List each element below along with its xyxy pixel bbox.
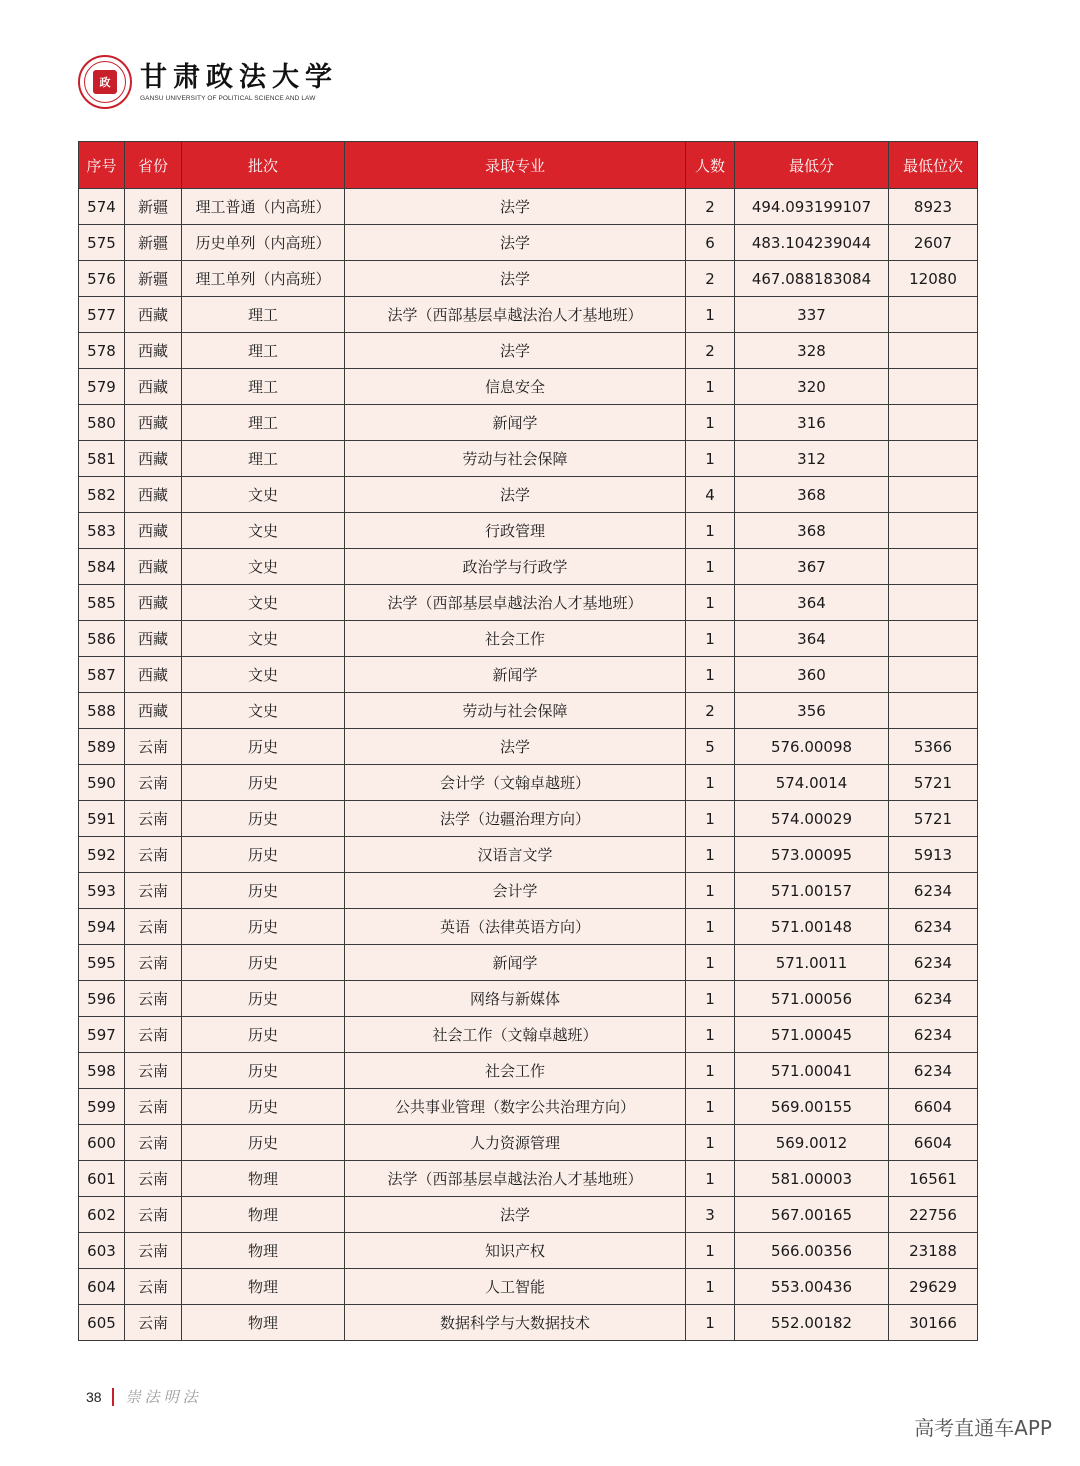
table-cell: 583	[79, 513, 125, 549]
table-cell: 社会工作（文翰卓越班）	[345, 1017, 686, 1053]
table-cell: 历史	[182, 801, 345, 837]
table-cell: 316	[735, 405, 889, 441]
table-cell: 6	[686, 225, 735, 261]
table-cell: 文史	[182, 657, 345, 693]
table-cell: 6234	[889, 1053, 978, 1089]
table-cell: 物理	[182, 1161, 345, 1197]
table-cell: 新疆	[125, 261, 182, 297]
table-cell: 理工	[182, 369, 345, 405]
table-cell: 云南	[125, 1269, 182, 1305]
table-cell: 网络与新媒体	[345, 981, 686, 1017]
table-cell: 西藏	[125, 297, 182, 333]
table-cell: 1	[686, 1233, 735, 1269]
table-cell: 云南	[125, 1089, 182, 1125]
table-cell: 1	[686, 1017, 735, 1053]
table-cell: 328	[735, 333, 889, 369]
table-cell: 368	[735, 477, 889, 513]
column-header: 省份	[125, 142, 182, 189]
table-cell: 法学	[345, 189, 686, 225]
page-number: 38	[86, 1388, 102, 1405]
table-cell: 23188	[889, 1233, 978, 1269]
table-cell: 582	[79, 477, 125, 513]
table-cell: 6234	[889, 945, 978, 981]
table-cell: 法学（边疆治理方向）	[345, 801, 686, 837]
table-cell	[889, 585, 978, 621]
table-cell: 信息安全	[345, 369, 686, 405]
table-cell: 1	[686, 801, 735, 837]
table-cell: 云南	[125, 1053, 182, 1089]
table-cell: 历史单列（内高班）	[182, 225, 345, 261]
table-cell: 西藏	[125, 369, 182, 405]
table-cell: 573.00095	[735, 837, 889, 873]
table-cell: 599	[79, 1089, 125, 1125]
table-cell: 6234	[889, 873, 978, 909]
table-row	[79, 621, 978, 657]
table-cell: 368	[735, 513, 889, 549]
table-cell	[889, 297, 978, 333]
table-cell	[889, 405, 978, 441]
table-cell: 物理	[182, 1269, 345, 1305]
table-cell: 法学	[345, 225, 686, 261]
table-cell: 文史	[182, 693, 345, 729]
table-cell: 法学（西部基层卓越法治人才基地班）	[345, 1161, 686, 1197]
table-cell: 历史	[182, 765, 345, 801]
column-header: 序号	[79, 142, 125, 189]
table-cell: 6604	[889, 1089, 978, 1125]
table-row	[79, 981, 978, 1017]
table-cell: 1	[686, 549, 735, 585]
table-cell: 1	[686, 1161, 735, 1197]
table-cell: 585	[79, 585, 125, 621]
table-cell	[889, 333, 978, 369]
table-row	[79, 729, 978, 765]
table-cell: 劳动与社会保障	[345, 693, 686, 729]
table-cell: 1	[686, 1305, 735, 1341]
table-row	[79, 297, 978, 333]
table-cell: 581.00003	[735, 1161, 889, 1197]
table-cell: 567.00165	[735, 1197, 889, 1233]
table-row	[79, 1089, 978, 1125]
table-row	[79, 873, 978, 909]
table-cell: 公共事业管理（数字公共治理方向）	[345, 1089, 686, 1125]
table-cell: 16561	[889, 1161, 978, 1197]
table-cell: 2	[686, 693, 735, 729]
table-cell: 337	[735, 297, 889, 333]
table-cell: 604	[79, 1269, 125, 1305]
table-cell	[889, 657, 978, 693]
table-cell: 云南	[125, 729, 182, 765]
table-cell: 312	[735, 441, 889, 477]
footer-motto: 崇法明法	[125, 1388, 202, 1406]
table-cell: 12080	[889, 261, 978, 297]
university-name-en: GANSU UNIVERSITY OF POLITICAL SCIENCE AND LAW	[140, 94, 316, 102]
table-cell: 364	[735, 621, 889, 657]
table-cell: 历史	[182, 1089, 345, 1125]
table-cell: 汉语言文学	[345, 837, 686, 873]
table-row	[79, 909, 978, 945]
table-row	[79, 1269, 978, 1305]
table-cell: 588	[79, 693, 125, 729]
table-cell: 新闻学	[345, 405, 686, 441]
watermark: 高考直通车APP	[914, 1416, 1052, 1440]
table-cell: 5721	[889, 765, 978, 801]
table-cell: 5	[686, 729, 735, 765]
table-cell	[889, 549, 978, 585]
table-row	[79, 1017, 978, 1053]
table-cell: 云南	[125, 801, 182, 837]
table-row	[79, 837, 978, 873]
table-cell: 587	[79, 657, 125, 693]
table-cell: 历史	[182, 945, 345, 981]
table-cell: 494.093199107	[735, 189, 889, 225]
table-cell: 西藏	[125, 441, 182, 477]
table-row	[79, 1197, 978, 1233]
table-cell: 历史	[182, 1053, 345, 1089]
table-cell: 8923	[889, 189, 978, 225]
table-row	[79, 1305, 978, 1341]
table-cell: 589	[79, 729, 125, 765]
table-cell: 4	[686, 477, 735, 513]
table-cell: 法学	[345, 477, 686, 513]
table-cell: 西藏	[125, 621, 182, 657]
table-cell: 1	[686, 1125, 735, 1161]
table-cell: 新闻学	[345, 945, 686, 981]
table-row	[79, 1233, 978, 1269]
table-cell: 1	[686, 873, 735, 909]
table-cell: 580	[79, 405, 125, 441]
table-row	[79, 1053, 978, 1089]
table-cell: 467.088183084	[735, 261, 889, 297]
table-cell: 29629	[889, 1269, 978, 1305]
column-header: 批次	[182, 142, 345, 189]
table-cell: 英语（法律英语方向）	[345, 909, 686, 945]
table-row	[79, 189, 978, 225]
table-cell	[889, 441, 978, 477]
table-cell: 西藏	[125, 693, 182, 729]
table-cell: 理工	[182, 405, 345, 441]
table-cell: 云南	[125, 1233, 182, 1269]
table-cell: 574.00029	[735, 801, 889, 837]
table-cell: 1	[686, 441, 735, 477]
table-cell: 552.00182	[735, 1305, 889, 1341]
table-cell: 595	[79, 945, 125, 981]
table-cell: 1	[686, 369, 735, 405]
table-cell: 西藏	[125, 477, 182, 513]
table-cell: 会计学	[345, 873, 686, 909]
table-cell: 西藏	[125, 333, 182, 369]
table-cell: 1	[686, 297, 735, 333]
table-cell: 文史	[182, 477, 345, 513]
table-cell: 理工单列（内高班）	[182, 261, 345, 297]
table-cell: 1	[686, 405, 735, 441]
table-cell: 云南	[125, 1017, 182, 1053]
table-cell: 1	[686, 765, 735, 801]
table-header-row	[79, 142, 978, 189]
table-cell: 云南	[125, 837, 182, 873]
table-cell: 新疆	[125, 189, 182, 225]
column-header: 最低位次	[889, 142, 978, 189]
table-row	[79, 513, 978, 549]
table-cell: 历史	[182, 1017, 345, 1053]
table-row	[79, 225, 978, 261]
table-cell: 文史	[182, 549, 345, 585]
table-cell: 西藏	[125, 549, 182, 585]
table-cell: 西藏	[125, 405, 182, 441]
table-cell: 理工	[182, 297, 345, 333]
table-cell: 320	[735, 369, 889, 405]
table-cell: 569.0012	[735, 1125, 889, 1161]
table-cell: 6604	[889, 1125, 978, 1161]
table-cell: 历史	[182, 981, 345, 1017]
table-cell: 新闻学	[345, 657, 686, 693]
table-cell: 物理	[182, 1305, 345, 1341]
table-cell: 人工智能	[345, 1269, 686, 1305]
table-row	[79, 1161, 978, 1197]
column-header: 人数	[686, 142, 735, 189]
table-row	[79, 441, 978, 477]
table-cell: 法学	[345, 1197, 686, 1233]
table-cell: 571.00157	[735, 873, 889, 909]
table-row	[79, 261, 978, 297]
table-cell: 594	[79, 909, 125, 945]
table-cell: 571.00056	[735, 981, 889, 1017]
table-cell: 云南	[125, 765, 182, 801]
table-cell: 586	[79, 621, 125, 657]
table-cell: 1	[686, 657, 735, 693]
page-footer	[86, 1386, 202, 1407]
table-row	[79, 1125, 978, 1161]
table-cell: 593	[79, 873, 125, 909]
table-cell: 590	[79, 765, 125, 801]
table-cell: 575	[79, 225, 125, 261]
table-cell: 法学	[345, 261, 686, 297]
table-cell: 数据科学与大数据技术	[345, 1305, 686, 1341]
table-cell: 1	[686, 1053, 735, 1089]
table-row	[79, 693, 978, 729]
table-cell	[889, 477, 978, 513]
table-cell: 592	[79, 837, 125, 873]
table-cell: 西藏	[125, 585, 182, 621]
table-cell: 政治学与行政学	[345, 549, 686, 585]
table-cell: 5366	[889, 729, 978, 765]
table-row	[79, 945, 978, 981]
table-row	[79, 765, 978, 801]
table-cell: 574.0014	[735, 765, 889, 801]
page-header	[78, 54, 338, 110]
seal-center: 政	[93, 70, 117, 94]
table-cell: 云南	[125, 981, 182, 1017]
table-cell: 云南	[125, 945, 182, 981]
table-cell: 576.00098	[735, 729, 889, 765]
table-row	[79, 477, 978, 513]
admission-table	[78, 141, 978, 1341]
table-cell: 理工	[182, 441, 345, 477]
table-row	[79, 657, 978, 693]
table-cell: 574	[79, 189, 125, 225]
table-cell: 576	[79, 261, 125, 297]
table-cell: 596	[79, 981, 125, 1017]
table-cell: 云南	[125, 873, 182, 909]
table-cell: 法学	[345, 729, 686, 765]
table-cell: 6234	[889, 909, 978, 945]
table-cell: 579	[79, 369, 125, 405]
table-cell: 5721	[889, 801, 978, 837]
table-cell: 法学	[345, 333, 686, 369]
table-row	[79, 801, 978, 837]
university-seal-logo	[78, 55, 132, 109]
table-cell: 文史	[182, 513, 345, 549]
table-cell: 1	[686, 837, 735, 873]
table-cell: 3	[686, 1197, 735, 1233]
table-cell: 597	[79, 1017, 125, 1053]
table-cell: 历史	[182, 1125, 345, 1161]
table-cell: 会计学（文翰卓越班）	[345, 765, 686, 801]
table-cell: 1	[686, 909, 735, 945]
table-cell: 598	[79, 1053, 125, 1089]
table-row	[79, 585, 978, 621]
table-cell: 1	[686, 513, 735, 549]
table-cell: 2607	[889, 225, 978, 261]
table-cell: 1	[686, 1269, 735, 1305]
table-row	[79, 405, 978, 441]
table-cell	[889, 369, 978, 405]
table-cell: 584	[79, 549, 125, 585]
table-cell: 劳动与社会保障	[345, 441, 686, 477]
university-brand	[140, 63, 338, 102]
table-cell: 历史	[182, 729, 345, 765]
table-cell: 西藏	[125, 657, 182, 693]
table-cell: 云南	[125, 1197, 182, 1233]
table-cell: 483.104239044	[735, 225, 889, 261]
table-cell: 知识产权	[345, 1233, 686, 1269]
table-cell: 571.00148	[735, 909, 889, 945]
table-cell: 理工	[182, 333, 345, 369]
table-cell: 法学（西部基层卓越法治人才基地班）	[345, 585, 686, 621]
table-cell: 云南	[125, 1161, 182, 1197]
table-cell: 社会工作	[345, 1053, 686, 1089]
table-cell: 法学（西部基层卓越法治人才基地班）	[345, 297, 686, 333]
table-cell: 603	[79, 1233, 125, 1269]
table-cell: 577	[79, 297, 125, 333]
table-cell: 云南	[125, 909, 182, 945]
table-cell: 566.00356	[735, 1233, 889, 1269]
table-cell: 1	[686, 585, 735, 621]
table-cell: 30166	[889, 1305, 978, 1341]
table-cell: 569.00155	[735, 1089, 889, 1125]
table-cell: 356	[735, 693, 889, 729]
table-cell: 人力资源管理	[345, 1125, 686, 1161]
table-cell: 文史	[182, 585, 345, 621]
table-cell: 571.00045	[735, 1017, 889, 1053]
table-cell: 360	[735, 657, 889, 693]
table-cell: 571.00041	[735, 1053, 889, 1089]
table-cell: 581	[79, 441, 125, 477]
footer-divider	[112, 1388, 114, 1406]
table-cell: 文史	[182, 621, 345, 657]
table-cell	[889, 621, 978, 657]
table-cell: 367	[735, 549, 889, 585]
table-cell: 578	[79, 333, 125, 369]
table-cell: 5913	[889, 837, 978, 873]
table-row	[79, 333, 978, 369]
table-cell: 云南	[125, 1125, 182, 1161]
table-cell: 2	[686, 189, 735, 225]
table-row	[79, 549, 978, 585]
table-cell	[889, 513, 978, 549]
table-cell: 物理	[182, 1197, 345, 1233]
table-cell: 历史	[182, 873, 345, 909]
university-name-cn: 甘肃政法大学	[140, 61, 338, 93]
table-cell: 601	[79, 1161, 125, 1197]
table-cell: 364	[735, 585, 889, 621]
table-cell: 云南	[125, 1305, 182, 1341]
column-header: 录取专业	[345, 142, 686, 189]
table-cell: 物理	[182, 1233, 345, 1269]
table-cell: 社会工作	[345, 621, 686, 657]
table-cell: 1	[686, 621, 735, 657]
table-cell: 西藏	[125, 513, 182, 549]
table-cell: 605	[79, 1305, 125, 1341]
table-cell: 591	[79, 801, 125, 837]
column-header: 最低分	[735, 142, 889, 189]
table-cell: 1	[686, 1089, 735, 1125]
table-cell: 6234	[889, 981, 978, 1017]
table-cell: 历史	[182, 837, 345, 873]
table-body	[79, 189, 978, 1341]
table-cell: 2	[686, 261, 735, 297]
table-cell: 571.0011	[735, 945, 889, 981]
table-cell: 1	[686, 945, 735, 981]
table-cell: 新疆	[125, 225, 182, 261]
table-cell: 602	[79, 1197, 125, 1233]
table-row	[79, 369, 978, 405]
table-cell: 2	[686, 333, 735, 369]
table-cell: 6234	[889, 1017, 978, 1053]
table-cell: 行政管理	[345, 513, 686, 549]
table-cell: 1	[686, 981, 735, 1017]
table-cell	[889, 693, 978, 729]
table-cell: 历史	[182, 909, 345, 945]
table-cell: 553.00436	[735, 1269, 889, 1305]
table-cell: 600	[79, 1125, 125, 1161]
table-cell: 理工普通（内高班）	[182, 189, 345, 225]
table-cell: 22756	[889, 1197, 978, 1233]
